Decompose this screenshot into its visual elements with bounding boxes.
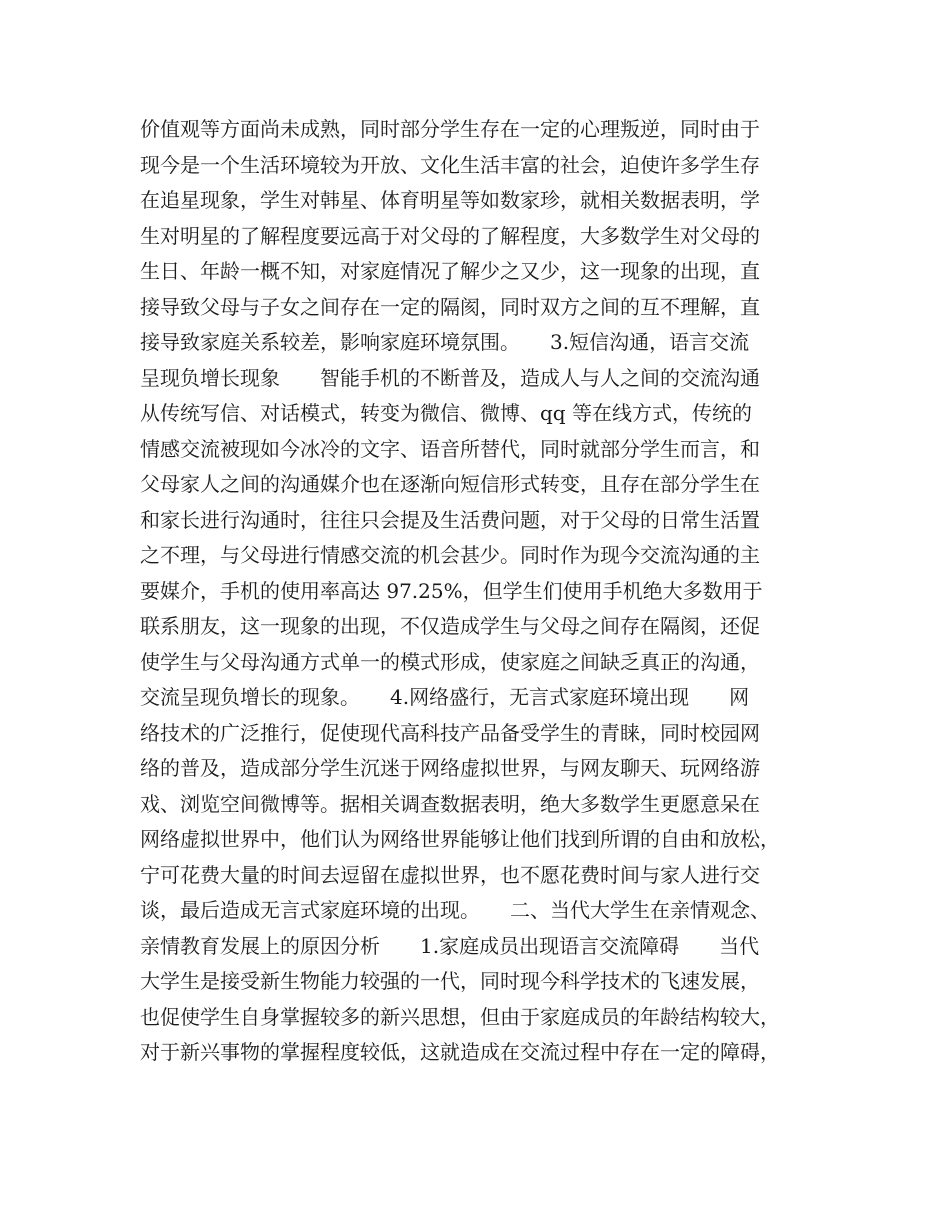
- text-line: 大学生是接受新生物能力较强的一代，同时现今科学技术的飞速发展，: [140, 969, 760, 993]
- text-line: 现今是一个生活环境较为开放、文化生活丰富的社会，迫使许多学生存: [140, 152, 760, 177]
- text-line: 生日、年龄一概不知，对家庭情况了解少之又少，这一现象的出现，直: [140, 259, 760, 283]
- text-line: 戏、浏览空间微博等。据相关调查数据表明，绝大多数学生更愿意呆在: [140, 791, 760, 816]
- text-line: 从传统写信、对话模式，转变为微信、微博、qq 等在线方式，传统的: [140, 401, 752, 425]
- text-line: 父母家人之间的沟通媒介也在逐渐向短信形式转变，且存在部分学生在: [140, 472, 760, 496]
- text-line: 网络虚拟世界中，他们认为网络世界能够让他们找到所谓的自由和放松，: [140, 827, 780, 851]
- text-line: 接导致父母与子女之间存在一定的隔阂，同时双方之间的互不理解，直: [140, 294, 760, 319]
- text-line: 和家长进行沟通时，往往只会提及生活费问题，对于父母的日常生活置: [140, 507, 760, 532]
- text-line: 亲情教育发展上的原因分析 1.家庭成员出现语言交流障碍 当代: [140, 933, 760, 958]
- text-line: 生对明星的了解程度要远高于对父母的了解程度，大多数学生对父母的: [140, 223, 760, 248]
- text-line: 络的普及，造成部分学生沉迷于网络虚拟世界，与网友聊天、玩网络游: [140, 756, 760, 780]
- text-line: 价值观等方面尚未成熟，同时部分学生存在一定的心理叛逆，同时由于: [140, 117, 760, 141]
- text-line: 在追星现象，学生对韩星、体育明星等如数家珍，就相关数据表明，学: [140, 188, 760, 212]
- text-line: 对于新兴事物的掌握程度较低，这就造成在交流过程中存在一定的障碍，: [140, 1040, 780, 1064]
- text-line: 之不理，与父母进行情感交流的机会甚少。同时作为现今交流沟通的主: [140, 543, 760, 567]
- text-line: 交流呈现负增长的现象。 4.网络盛行，无言式家庭环境出现 网: [140, 685, 750, 709]
- text-line: 使学生与父母沟通方式单一的模式形成，使家庭之间缺乏真正的沟通，: [140, 649, 760, 674]
- text-line: 也促使学生自身掌握较多的新兴思想，但由于家庭成员的年龄结构较大，: [140, 1004, 780, 1029]
- text-line: 要媒介，手机的使用率高达 97.25%，但学生们使用手机绝大多数用于: [140, 578, 763, 603]
- text-line: 接导致家庭关系较差，影响家庭环境氛围。 3.短信沟通，语言交流: [140, 330, 750, 354]
- text-line: 联系朋友，这一现象的出现，不仅造成学生与父母之间存在隔阂，还促: [140, 614, 760, 638]
- body-text: [140, 112, 830, 1071]
- text-line: 宁可花费大量的时间去逗留在虚拟世界，也不愿花费时间与家人进行交: [140, 862, 760, 887]
- text-line: 情感交流被现如今冰冷的文字、语音所替代，同时就部分学生而言，和: [140, 436, 760, 461]
- text-line: 络技术的广泛推行，促使现代高科技产品备受学生的青睐，同时校园网: [140, 720, 760, 745]
- text-line: 呈现负增长现象 智能手机的不断普及，造成人与人之间的交流沟通: [140, 365, 760, 390]
- text-line: 谈，最后造成无言式家庭环境的出现。 二、当代大学生在亲情观念、: [140, 898, 770, 922]
